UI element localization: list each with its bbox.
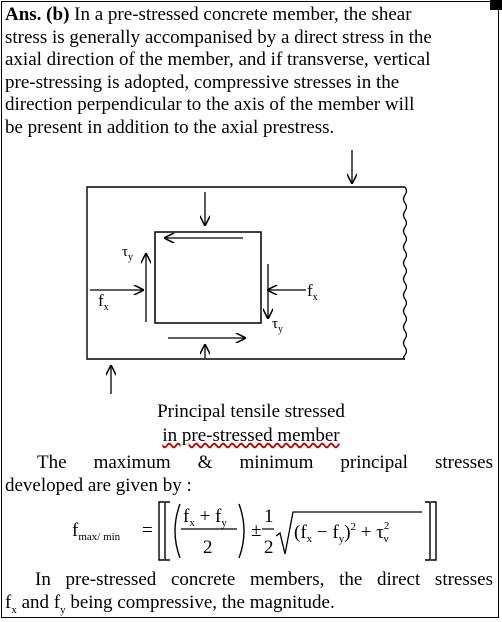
fx-left-label: $f_x$ [98, 291, 109, 313]
svg-text:2: 2 [203, 537, 213, 558]
svg-text:fx + fy: $f_x + f_y$ [183, 506, 227, 529]
fx-right-label: $f_x$ [307, 281, 318, 303]
svg-text:=: = [142, 520, 153, 541]
answer-line-1: In a pre-stressed concrete member, the shear [69, 4, 412, 25]
member-break-line [404, 187, 407, 359]
tau-y-left-label: $\tau_y$ [122, 244, 134, 263]
closing-paragraph [5, 568, 493, 622]
paragraph2-line-1: The maximum & minimum principal stresses [37, 452, 493, 473]
tau-y-right-label: $\tau_y$ [272, 316, 284, 335]
svg-text:(fx − fy)2 + τ2v: $(f_x - f_y)^2 + \tau^2$ v [294, 520, 390, 545]
stress-element [155, 232, 261, 323]
svg-text:fmax/ min: $f_{max/ min}$ [72, 520, 121, 543]
paragraph2-line-2: developed are given by : [5, 475, 192, 496]
answer-line-4: pre-stressing is adopted, compressive stresses in the [5, 71, 400, 93]
member-outline [87, 187, 405, 359]
answer-line-6: be present in addition to the axial prestress. [5, 116, 335, 138]
answer-paragraph [5, 4, 493, 140]
answer-line-5: direction perpendicular to the axis of the member will [5, 94, 415, 116]
answer-prefix: Ans. (b) [5, 4, 70, 25]
svg-text:1: 1 [264, 506, 274, 527]
principal-stress-paragraph [5, 451, 493, 497]
answer-line-3: axial direction of the member, and if transverse, vertical [5, 49, 431, 71]
caption-line-1: Principal tensile stressed [157, 401, 345, 422]
caption-line-2: in pre-stressed member [162, 425, 340, 446]
svg-text:2: 2 [264, 537, 274, 558]
paragraph3-line-1: In pre-stressed concrete members, the direct stresses [35, 569, 493, 590]
svg-text:±: ± [251, 520, 262, 541]
principal-stress-formula [70, 498, 440, 564]
answer-line-2: stress is generally accompanised by a direct stress in the [5, 26, 432, 48]
stress-diagram [0, 140, 502, 400]
paragraph3-line-2: $f_x$ and $f_y$ being compressive, the magnitude. [5, 592, 335, 616]
